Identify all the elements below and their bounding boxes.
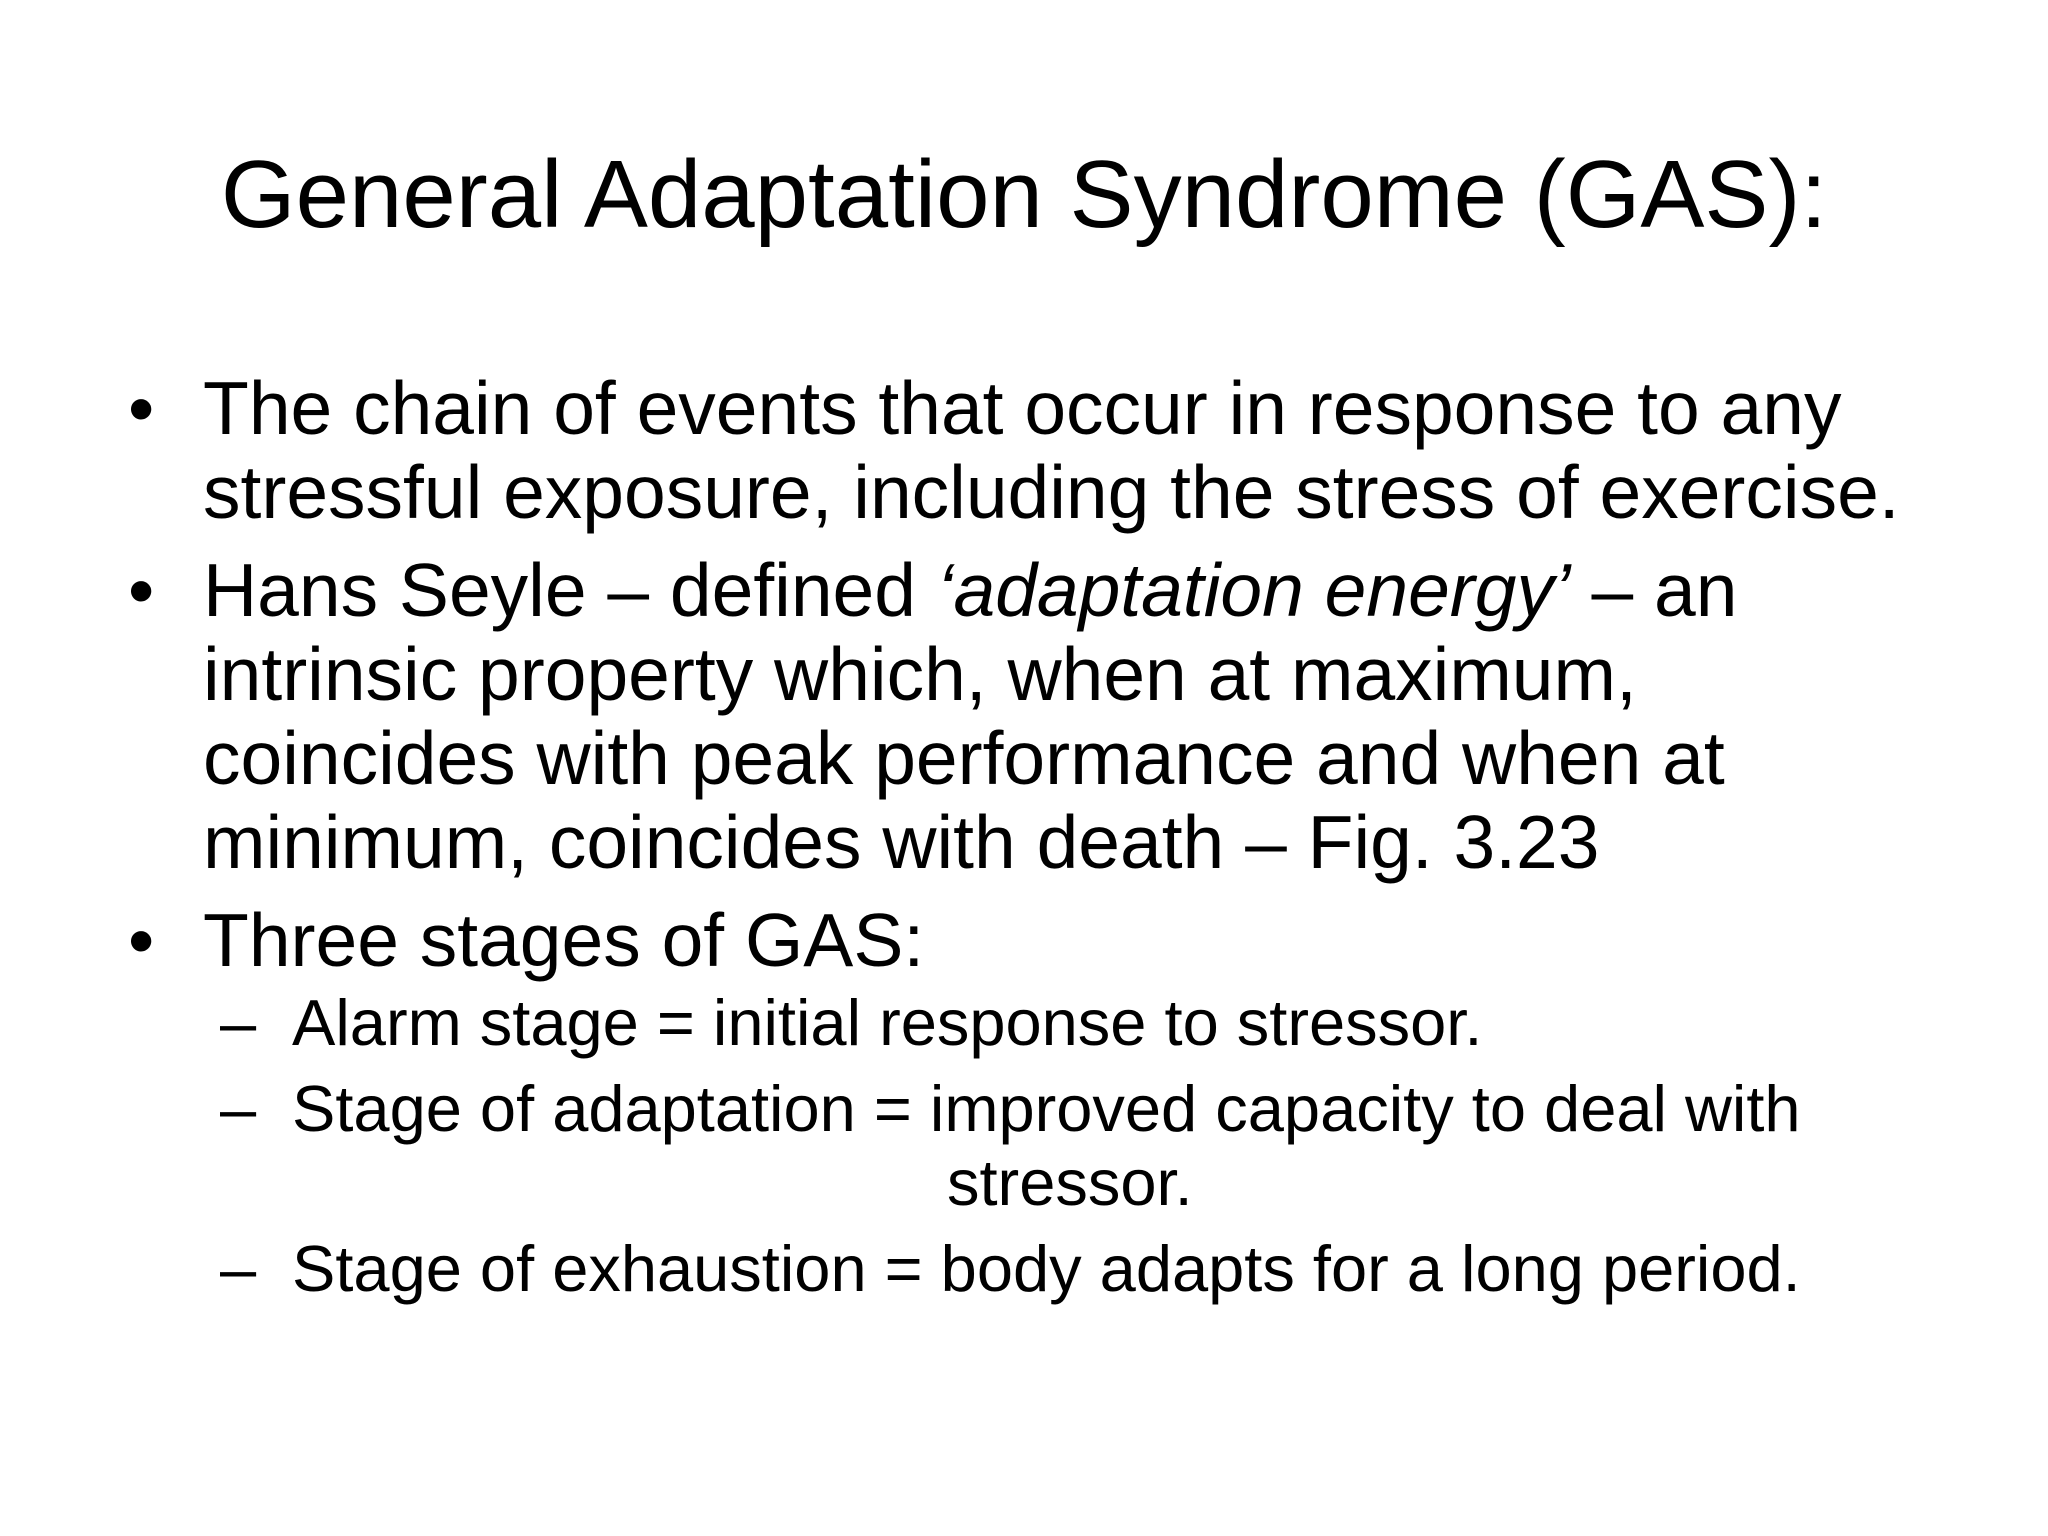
bullet-item (120, 898, 1950, 1306)
bullet-text-emphasis: ‘adaptation energy’ (936, 548, 1571, 632)
bullet-text: Three stages of GAS: (203, 898, 925, 982)
bullet-text-start: Hans Seyle – defined (203, 548, 937, 632)
sub-bullet-list (203, 986, 1950, 1306)
bullet-text-end: – an intrinsic property which, when at maximum, coincides with peak performance and when at minimum, coincides with death – Fig. 3.23 (203, 548, 1738, 884)
bullet-item (120, 366, 1950, 534)
bullet-text (203, 548, 1737, 884)
sub-bullet-marker: – (220, 1072, 257, 1145)
sub-bullet-item (120, 986, 1950, 1060)
sub-bullet-marker: – (220, 1232, 257, 1305)
sub-bullet-marker: – (220, 986, 257, 1059)
bullet-item (120, 548, 1950, 884)
bullet-marker: • (128, 366, 155, 450)
sub-bullet-text: Stage of adaptation = improved capacity to deal with (292, 1072, 1801, 1145)
bullet-text: The chain of events that occur in response to any stressful exposure, including the stress of exercise. (203, 366, 1900, 534)
bullet-list (120, 366, 1950, 1320)
slide-title: General Adaptation Syndrome (GAS): (220, 141, 1828, 248)
sub-bullet-continuation: stressor. (947, 1146, 1193, 1219)
bullet-marker: • (128, 898, 155, 982)
sub-bullet-text: Alarm stage = initial response to stressor. (292, 986, 1483, 1059)
sub-bullet-text: Stage of exhaustion = body adapts for a long period. (292, 1232, 1801, 1305)
sub-bullet-item (120, 1072, 1950, 1220)
sub-bullet-item (120, 1232, 1950, 1306)
bullet-marker: • (128, 548, 155, 632)
